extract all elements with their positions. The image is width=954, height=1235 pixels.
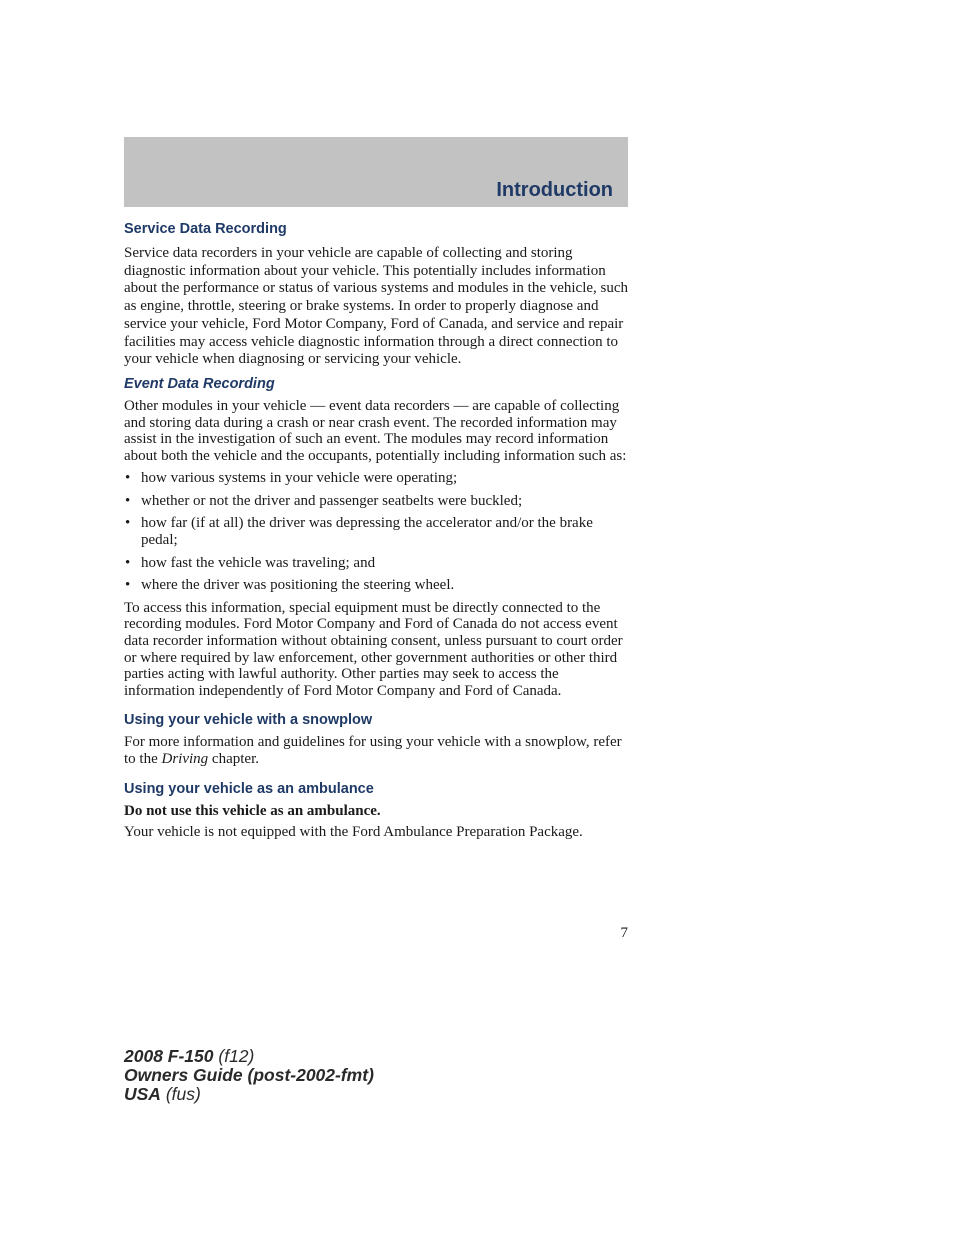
snowplow-paragraph: For more information and guidelines for using your vehicle with a snowplow, refer to the Driving chapter.	[124, 734, 622, 768]
snowplow-heading: Using your vehicle with a snowplow	[124, 712, 373, 729]
footer-line-model: 2008 F-150 (f12)	[124, 1046, 255, 1066]
ambulance-warning: Do not use this vehicle as an ambulance.	[124, 802, 381, 819]
ambulance-heading: Using your vehicle as an ambulance	[124, 780, 374, 797]
bullet-icon: •	[125, 577, 131, 594]
footer-line-guide: Owners Guide (post-2002-fmt)	[124, 1065, 374, 1085]
section-header-band	[124, 137, 628, 207]
bullet-icon: •	[125, 554, 131, 571]
event-data-list	[124, 470, 630, 594]
event-data-intro: Other modules in your vehicle — event data recorders — are capable of collecting and storing data during a crash or near crash event. The recorded information may assist in the investigation of such an event. The modules may record information about both the vehicle and the occupants, potentially including information such as:	[124, 397, 627, 464]
bullet-icon: •	[125, 470, 131, 487]
page-content	[124, 220, 630, 841]
event-data-access-paragraph: To access this information, special equipment must be directly connected to the recording modules. Ford Motor Company and Ford of Canada do not access event data recorder information without obtaining consent, unless pursuant to court order or where required by law enforcement, other government authorities or other third parties acting with lawful authority. Other parties may seek to access the information independently of Ford Motor Company and Ford of Canada.	[124, 599, 623, 699]
list-item: • how far (if at all) the driver was depressing the accelerator and/or the brake pedal;	[125, 515, 593, 549]
document-footer	[124, 1047, 374, 1104]
bullet-icon: •	[125, 492, 131, 509]
chapter-reference: Driving	[161, 751, 209, 768]
event-data-heading: Event Data Recording	[124, 375, 275, 392]
list-item: • whether or not the driver and passenger seatbelts were buckled;	[125, 492, 523, 509]
page-number: 7	[620, 925, 628, 941]
list-item: • where the driver was positioning the steering wheel.	[125, 577, 455, 594]
section-title: Introduction	[496, 179, 613, 201]
footer-line-region: USA (fus)	[124, 1084, 201, 1104]
service-data-paragraph: Service data recorders in your vehicle are capable of collecting and storing diagnostic information about your vehicle. This potentially includes information about the performance or status of various systems and modules in the vehicle, such as engine, throttle, steering or brake systems. In order to properly diagnose and service your vehicle, Ford Motor Company, Ford of Canada, and service and repair facilities may access vehicle diagnostic information through a direct connection to your vehicle when diagnosing or servicing your vehicle.	[124, 245, 629, 368]
service-data-heading: Service Data Recording	[124, 221, 287, 237]
list-item: • how fast the vehicle was traveling; and	[125, 554, 376, 571]
ambulance-paragraph: Your vehicle is not equipped with the Ford Ambulance Preparation Package.	[124, 824, 583, 841]
bullet-icon: •	[125, 515, 131, 532]
list-item: • how various systems in your vehicle were operating;	[125, 470, 458, 487]
